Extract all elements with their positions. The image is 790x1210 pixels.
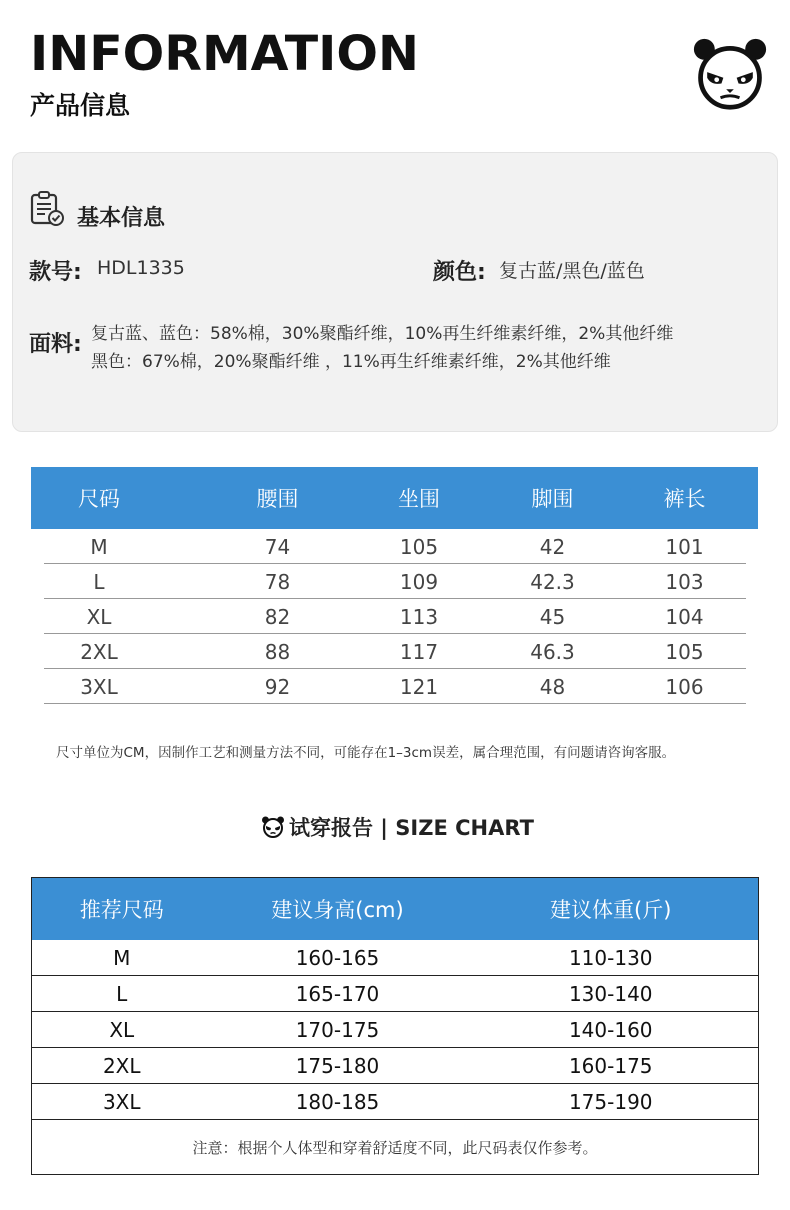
table-cell: XL	[86, 604, 112, 629]
table-cell: 130-140	[464, 976, 759, 1012]
table-cell: 3XL	[80, 674, 118, 699]
table-row	[32, 1048, 759, 1084]
table-row	[32, 940, 759, 976]
table-cell: 45	[539, 604, 566, 629]
measurement-table-header	[31, 467, 758, 529]
table-row	[32, 1012, 759, 1048]
table-cell: XL	[32, 1012, 212, 1048]
table-cell: 175-190	[464, 1084, 759, 1120]
page-title: INFORMATION	[30, 26, 419, 82]
fabric-label: 面料:	[29, 332, 82, 357]
basic-info-heading: 基本信息	[77, 206, 166, 231]
row-divider	[44, 703, 746, 704]
table-cell: 82	[264, 604, 291, 629]
size-chart-note-row	[32, 1120, 759, 1175]
table-cell: 3XL	[32, 1084, 212, 1120]
table-cell: 105	[399, 534, 439, 559]
header-hip: 坐围	[344, 467, 494, 529]
table-cell: 160-165	[212, 940, 464, 976]
fabric-line-1: 复古蓝、蓝色：58%棉，30%聚酯纤维，10%再生纤维素纤维，2%其他纤维	[91, 324, 674, 344]
table-cell: 101	[665, 534, 704, 559]
table-cell: 109	[399, 569, 439, 594]
document-checklist-icon	[29, 191, 65, 227]
size-chart-title	[261, 812, 534, 842]
table-row	[32, 1084, 759, 1120]
table-cell: 170-175	[212, 1012, 464, 1048]
table-cell: 92	[264, 674, 291, 699]
page-subtitle: 产品信息	[30, 91, 131, 120]
header-waist: 腰围	[211, 467, 344, 529]
table-cell: 46.3	[530, 639, 575, 664]
table-cell: M	[90, 534, 108, 559]
table-cell: 42.3	[530, 569, 575, 594]
measurement-note: 尺寸单位为CM，因制作工艺和测量方法不同，可能存在1–3cm误差，属合理范围，有问题请咨询客服。	[56, 745, 676, 761]
header-recommended-size: 推荐尺码	[32, 878, 212, 941]
table-cell: 2XL	[32, 1048, 212, 1084]
size-chart-note: 注意：根据个人体型和穿着舒适度不同，此尺码表仅作参考。	[192, 1138, 598, 1157]
table-cell: 88	[264, 639, 291, 664]
table-row	[31, 669, 758, 704]
table-cell: 180-185	[212, 1084, 464, 1120]
table-cell: 121	[399, 674, 439, 699]
size-chart-table	[31, 877, 759, 1175]
row-divider	[44, 633, 746, 634]
table-cell: 2XL	[80, 639, 118, 664]
size-chart-title-text: 试穿报告 | SIZE CHART	[289, 816, 534, 840]
table-row	[32, 976, 759, 1012]
table-cell: 48	[539, 674, 566, 699]
header-weight: 建议体重(斤)	[464, 878, 759, 941]
row-divider	[44, 668, 746, 669]
color-label: 颜色:	[433, 260, 486, 285]
header-length: 裤长	[611, 467, 758, 529]
table-cell: 103	[665, 569, 704, 594]
header-leg-opening: 脚围	[494, 467, 611, 529]
header-height: 建议身高(cm)	[212, 878, 464, 941]
style-number-label: 款号:	[29, 260, 82, 285]
table-cell: M	[32, 940, 212, 976]
header-size: 尺码	[31, 467, 211, 529]
table-cell: 113	[399, 604, 439, 629]
table-cell: 160-175	[464, 1048, 759, 1084]
panda-face-icon	[261, 815, 285, 839]
fabric-line-2: 黑色：67%棉，20%聚酯纤维 ，11%再生纤维素纤维，2%其他纤维	[91, 352, 611, 372]
basic-info-card	[12, 152, 778, 432]
table-cell: 104	[665, 604, 704, 629]
style-number-value: HDL1335	[97, 257, 185, 279]
table-cell: 74	[264, 534, 291, 559]
table-cell: 175-180	[212, 1048, 464, 1084]
table-cell: 140-160	[464, 1012, 759, 1048]
table-row	[31, 634, 758, 669]
table-row	[31, 599, 758, 634]
table-cell: 117	[399, 639, 439, 664]
row-divider	[44, 563, 746, 564]
table-cell: L	[93, 569, 105, 594]
panda-logo-icon	[692, 36, 768, 112]
size-chart-header	[32, 878, 759, 941]
table-cell: 106	[665, 674, 704, 699]
table-cell: 110-130	[464, 940, 759, 976]
table-cell: 42	[539, 534, 566, 559]
color-value: 复古蓝/黑色/蓝色	[499, 260, 645, 282]
table-cell: L	[32, 976, 212, 1012]
table-cell: 165-170	[212, 976, 464, 1012]
row-divider	[44, 598, 746, 599]
table-cell: 105	[665, 639, 704, 664]
table-row	[31, 564, 758, 599]
table-cell: 78	[264, 569, 291, 594]
table-row	[31, 529, 758, 564]
